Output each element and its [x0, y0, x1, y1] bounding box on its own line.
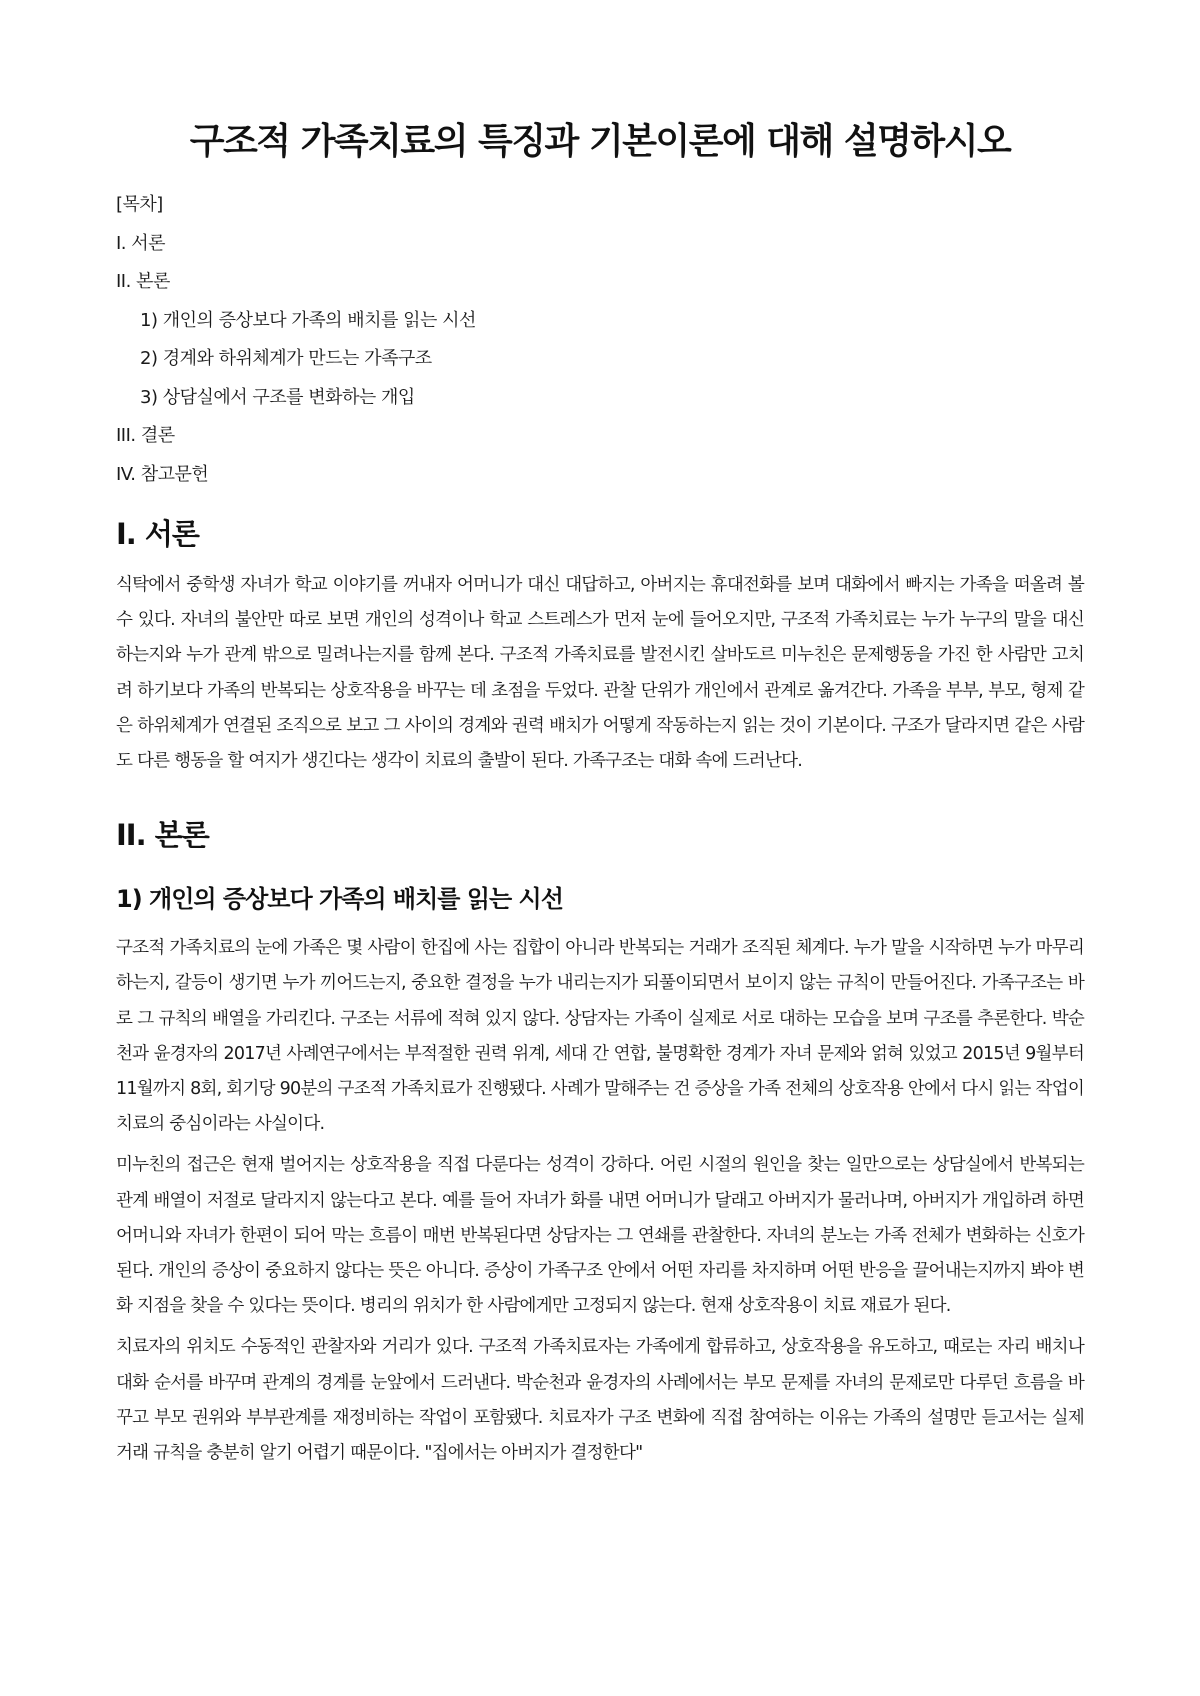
body-section — [116, 813, 1084, 1471]
toc-item-intro: I. 서론 — [116, 232, 166, 254]
intro-section — [116, 512, 1084, 779]
toc-item-body-sub2: 2) 경계와 하위체계가 만드는 가족구조 — [140, 348, 432, 369]
toc-item-body-sub3: 3) 상담실에서 구조를 변화하는 개입 — [140, 386, 415, 408]
body-sub1-heading: 1) 개인의 증상보다 가족의 배치를 읽는 시선 — [116, 885, 563, 914]
document-title: 구조적 가족치료의 특징과 기본이론에 대해 설명하시오 — [189, 121, 1011, 162]
intro-paragraph: 식탁에서 중학생 자녀가 학교 이야기를 꺼내자 어머니가 대신 대답하고, 아버지는 휴대전화를 보며 대화에서 빠지는 가족을 떠올려 볼 수 있다. 자녀의 불안만 따로 보면 개인의 성격이나 학교 스트레스가 먼저 눈에 들어오지만, 구조적 가족치료는 누가 누구의 말을 대신하는지와 누가 관계 밖으로 밀려나는지를 함께 본다. 구조적 가족치료를 발전시킨 살바도르 미누친은 문제행동을 가진 한 사람만 고치려 하기보다 가족의 반복되는 상호작용을 바꾸는 데 초점을 두었다. 관찰 단위가 개인에서 관계로 옮겨간다. 가족을 부부, 부모, 형제 같은 하위체계가 연결된 조직으로 보고 그 사이의 경계와 권력 배치가 어떻게 작동하는지 읽는 것이 기본이다. 구조가 달라지면 같은 사람도 다른 행동을 할 여지가 생긴다는 생각이 치료의 출발이 된다. 가족구조는 대화 속에 드러난다. — [116, 575, 1084, 772]
body-sub1-paragraph-1: 구조적 가족치료의 눈에 가족은 몇 사람이 한집에 사는 집합이 아니라 반복되는 거래가 조직된 체계다. 누가 말을 시작하면 누가 마무리하는지, 갈등이 생기면 누가 끼어드는지, 중요한 결정을 누가 내리는지가 되풀이되면서 보이지 않는 규칙이 만들어진다. 가족구조는 바로 그 규칙의 배열을 가리킨다. 구조는 서류에 적혀 있지 않다. 상담자는 가족이 실제로 서로 대하는 모습을 보며 구조를 추론한다. 박순천과 윤경자의 2017년 사례연구에서는 부적절한 권력 위계, 세대 간 연합, 불명확한 경계가 자녀 문제와 얽혀 있었고 2015년 9월부터 11월까지 8회, 회기당 90분의 구조적 가족치료가 진행됐다. 사례가 말해주는 건 증상을 가족 전체의 상호작용 안에서 다시 읽는 작업이 치료의 중심이라는 사실이다. — [116, 938, 1084, 1135]
toc-item-references: IV. 참고문헌 — [116, 463, 209, 485]
toc-item-conclusion: III. 결론 — [116, 425, 175, 446]
toc-heading: [목차] — [116, 194, 163, 215]
body-sub1-paragraph-2: 미누친의 접근은 현재 벌어지는 상호작용을 직접 다룬다는 성격이 강하다. 어린 시절의 원인을 찾는 일만으로는 상담실에서 반복되는 관계 배열이 저절로 달라지지 않는다고 본다. 예를 들어 자녀가 화를 내면 어머니가 달래고 아버지가 물러나며, 아버지가 개입하려 하면 어머니와 자녀가 한편이 되어 막는 흐름이 매번 반복된다면 상담자는 그 연쇄를 관찰한다. 자녀의 분노는 가족 전체가 변화하는 신호가 된다. 개인의 증상이 중요하지 않다는 뜻은 아니다. 증상이 가족구조 안에서 어떤 자리를 차지하며 어떤 반응을 끌어내는지까지 봐야 변화 지점을 찾을 수 있다는 뜻이다. 병리의 위치가 한 사람에게만 고정되지 않는다. 현재 상호작용이 치료 재료가 된다. — [116, 1155, 1084, 1317]
body-sub1-paragraph-3: 치료자의 위치도 수동적인 관찰자와 거리가 있다. 구조적 가족치료자는 가족에게 합류하고, 상호작용을 유도하고, 때로는 자리 배치나 대화 순서를 바꾸며 관계의 경계를 눈앞에서 드러낸다. 박순천과 윤경자의 사례에서는 부모 문제를 자녀의 문제로만 다루던 흐름을 바꾸고 부모 권위와 부부관계를 재정비하는 작업이 포함됐다. 치료자가 구조 변화에 직접 참여하는 이유는 가족의 설명만 듣고서는 실제 거래 규칙을 충분히 알기 어렵기 때문이다. "집에서는 아버지가 결정한다" — [116, 1337, 1084, 1464]
toc-item-body-sub1: 1) 개인의 증상보다 가족의 배치를 읽는 시선 — [140, 309, 476, 331]
toc-item-body: II. 본론 — [116, 271, 170, 292]
body-heading: II. 본론 — [116, 818, 209, 853]
section-spacer — [116, 785, 1084, 795]
intro-heading: I. 서론 — [116, 517, 199, 551]
table-of-contents — [116, 186, 1084, 494]
